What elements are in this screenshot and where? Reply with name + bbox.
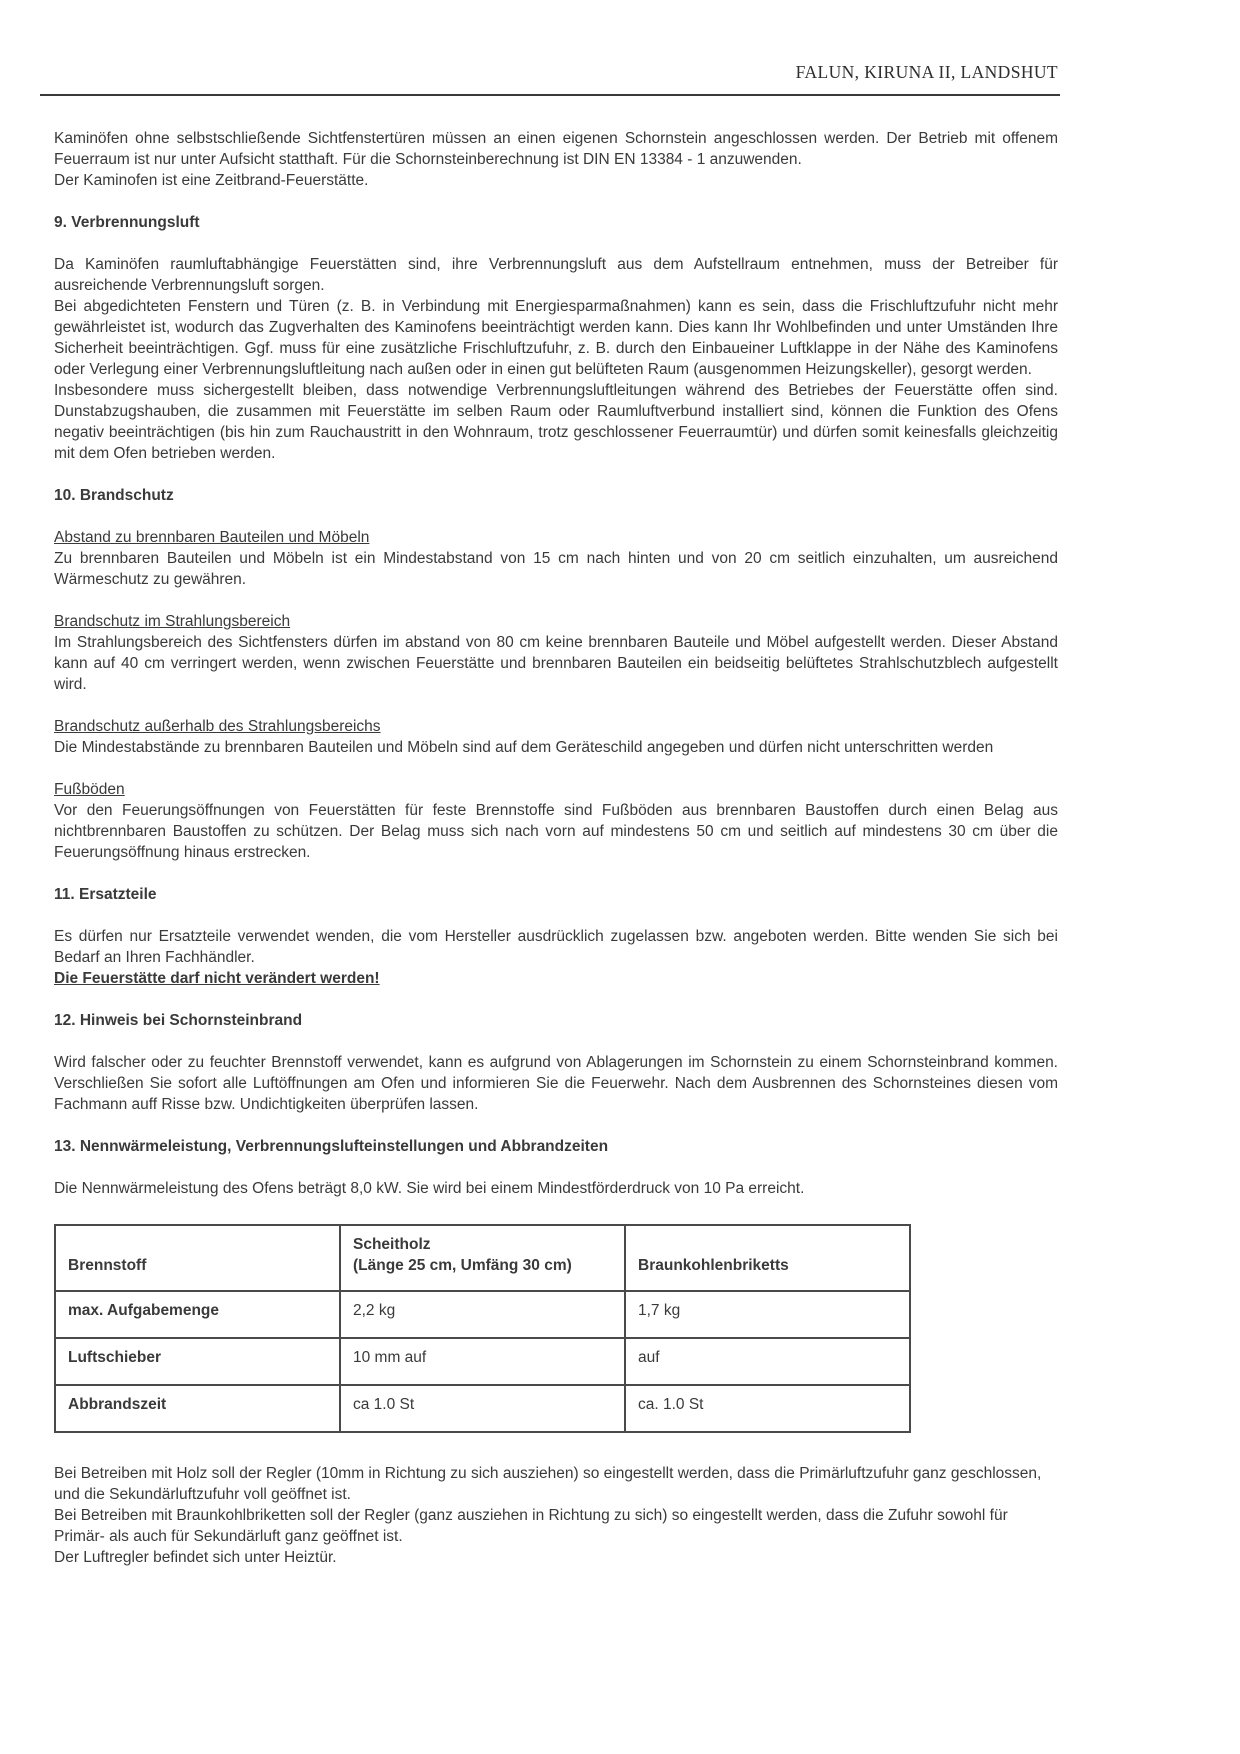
table-header-brennstoff: Brennstoff [55,1225,340,1291]
section-9-heading: 9. Verbrennungsluft [54,214,200,231]
section-10-heading: 10. Brandschutz [54,487,174,504]
section-13-heading: 13. Nennwärmeleistung, Verbrennungslufteinstellungen und Abbrandzeiten [54,1138,609,1155]
table-cell-value: auf [625,1338,910,1385]
section-10-subsection-ausserhalb [54,716,1058,758]
subsection-title-abstand: Abstand zu brennbaren Bauteilen und Möbeln [54,529,370,546]
table-cell-label: Abbrandszeit [55,1385,340,1432]
table-cell-label: Luftschieber [55,1338,340,1385]
section-11-body [54,926,1058,989]
intro-paragraph: Kaminöfen ohne selbstschließende Sichtfenstertüren müssen an einen eigenen Schornstein angeschlossen werden. Der Betrieb mit offenem Feuerraum ist nur unter Aufsicht statthaft. Für die Schornsteinberechnung ist DIN EN 13384 - 1 anzuwenden. [54,130,1058,168]
closing-note-3: Der Luftregler befindet sich unter Heiztür. [54,1549,337,1566]
table-header-scheitholz-line1: Scheitholz [353,1236,431,1253]
subsection-text-strahlungsbereich: Im Strahlungsbereich des Sichtfensters dürfen im abstand von 80 cm keine brennbaren Bauteile und Möbel aufgestellt werden. Dieser Abstand kann auf 40 cm verringert werden, wenn zwischen Feuerstätte und brennbaren Bauteilen ein beidseitig belüftetes Strahlschutzblech aufgestellt wird. [54,634,1058,693]
closing-note-2: Bei Betreiben mit Braunkohlbriketten soll der Regler (ganz ausziehen in Richtung zu sich) so eingestellt werden, dass die Zufuhr sowohl für Primär- als auch für Sekundärluft ganz geöffnet ist. [54,1507,1008,1545]
warning-line: Die Feuerstätte darf nicht verändert werden! [54,970,380,987]
section-10-subsection-strahlungsbereich [54,611,1058,695]
table-row-aufgabemenge [55,1291,910,1338]
intro-block [54,128,1058,191]
document-title: FALUN, KIRUNA II, LANDSHUT [795,62,1058,82]
section-11-paragraph: Es dürfen nur Ersatzteile verwendet wenden, die vom Hersteller ausdrücklich zugelassen bzw. angeboten werden. Bitte wenden Sie sich bei Bedarf an Ihren Fachhändler. [54,928,1058,966]
section-11-heading: 11. Ersatzteile [54,886,157,903]
intro-note: Der Kaminofen ist eine Zeitbrand-Feuerstätte. [54,172,369,189]
subsection-text-abstand: Zu brennbaren Bauteilen und Möbeln ist ein Mindestabstand von 15 cm nach hinten und von 20 cm seitlich einzuhalten, um ausreichend Wärmeschutz zu gewähren. [54,550,1058,588]
section-12-paragraph: Wird falscher oder zu feuchter Brennstoff verwendet, kann es aufgrund von Ablagerungen im Schornstein zu einem Schornsteinbrand kommen. Verschließen Sie sofort alle Luftöffnungen am Ofen und informieren Sie die Feuerwehr. Nach dem Ausbrennen des Schornsteines diesen vom Fachmann auff Risse bzw. Undichtigkeiten überprüfen lassen. [54,1054,1058,1113]
table-header-scheitholz [340,1225,625,1291]
subsection-title-strahlungsbereich: Brandschutz im Strahlungsbereich [54,613,291,630]
subsection-text-fussboeden: Vor den Feuerungsöffnungen von Feuerstätten für feste Brennstoffe sind Fußböden aus brennbaren Baustoffen durch einen Belag aus nichtbrennbaren Baustoffen zu schützen. Der Belag muss sich nach vorn auf mindestens 50 cm und seitlich auf mindestens 30 cm über die Feuerungsöffnung hinaus erstrecken. [54,802,1058,861]
section-12-heading: 12. Hinweis bei Schornsteinbrand [54,1012,303,1029]
closing-notes [54,1463,1058,1568]
table-cell-value: ca. 1.0 St [625,1385,910,1432]
section-13-paragraph: Die Nennwärmeleistung des Ofens beträgt 8,0 kW. Sie wird bei einem Mindestförderdruck von 10 Pa erreicht. [54,1180,805,1197]
table-cell-value: 10 mm auf [340,1338,625,1385]
table-cell-value: 1,7 kg [625,1291,910,1338]
specs-table [54,1224,911,1433]
section-10-subsection-abstand [54,527,1058,590]
subsection-title-ausserhalb: Brandschutz außerhalb des Strahlungsbereichs [54,718,381,735]
table-row-abbrandszeit [55,1385,910,1432]
table-header-braunkohlenbriketts: Braunkohlenbriketts [625,1225,910,1291]
section-9-body [54,254,1058,464]
section-9-paragraph-2: Bei abgedichteten Fenstern und Türen (z. B. in Verbindung mit Energiesparmaßnahmen) kann es sein, dass die Frischluftzufuhr nicht mehr gewährleistet ist, wodurch das Zugverhalten des Kaminofens beeinträchtigt werden kann. Dies kann Ihr Wohlbefinden und unter Umständen Ihre Sicherheit beeinträchtigen. Ggf. muss für eine zusätzliche Frischluftzufuhr, z. B. durch den Einbaueiner Luftklappe in der Nähe des Kaminofens oder Verlegung einer Verbrennungsluftleitung nach außen oder in einen gut belüfteten Raum (ausgenommen Heizungskeller), gesorgt werden. [54,298,1058,378]
document-content [54,128,1058,1568]
section-9-paragraph-1: Da Kaminöfen raumluftabhängige Feuerstätten sind, ihre Verbrennungsluft aus dem Aufstellraum entnehmen, muss der Betreiber für ausreichende Verbrennungsluft sorgen. [54,256,1058,294]
table-header-scheitholz-line2: (Länge 25 cm, Umfäng 30 cm) [353,1257,572,1274]
subsection-title-fussboeden: Fußböden [54,781,125,798]
table-cell-value: 2,2 kg [340,1291,625,1338]
table-cell-label: max. Aufgabemenge [55,1291,340,1338]
section-9-paragraph-3: Insbesondere muss sichergestellt bleiben, dass notwendige Verbrennungsluftleitungen während des Betriebes der Feuerstätte offen sind. Dunstabzugshauben, die zusammen mit Feuerstätte im selben Raum oder Raumluftverbund installiert sind, können die Funktion des Ofens negativ beeinträchtigen (bis hin zum Rauchaustritt in den Wohnraum, trotz geschlossener Feuerraumtür) und dürfen somit keinesfalls gleichzeitig mit dem Ofen betrieben werden. [54,382,1058,462]
table-cell-value: ca 1.0 St [340,1385,625,1432]
section-10-subsection-fussboeden [54,779,1058,863]
closing-note-1: Bei Betreiben mit Holz soll der Regler (10mm in Richtung zu sich ausziehen) so eingestellt werden, dass die Primärluftzufuhr ganz geschlossen, und die Sekundärluftzufuhr voll geöffnet ist. [54,1465,1042,1503]
specs-table-header-row [55,1225,910,1291]
table-row-luftschieber [55,1338,910,1385]
subsection-text-ausserhalb: Die Mindestabstände zu brennbaren Bauteilen und Möbeln sind auf dem Geräteschild angegeben und dürfen nicht unterschritten werden [54,739,994,756]
header-divider [40,94,1060,96]
